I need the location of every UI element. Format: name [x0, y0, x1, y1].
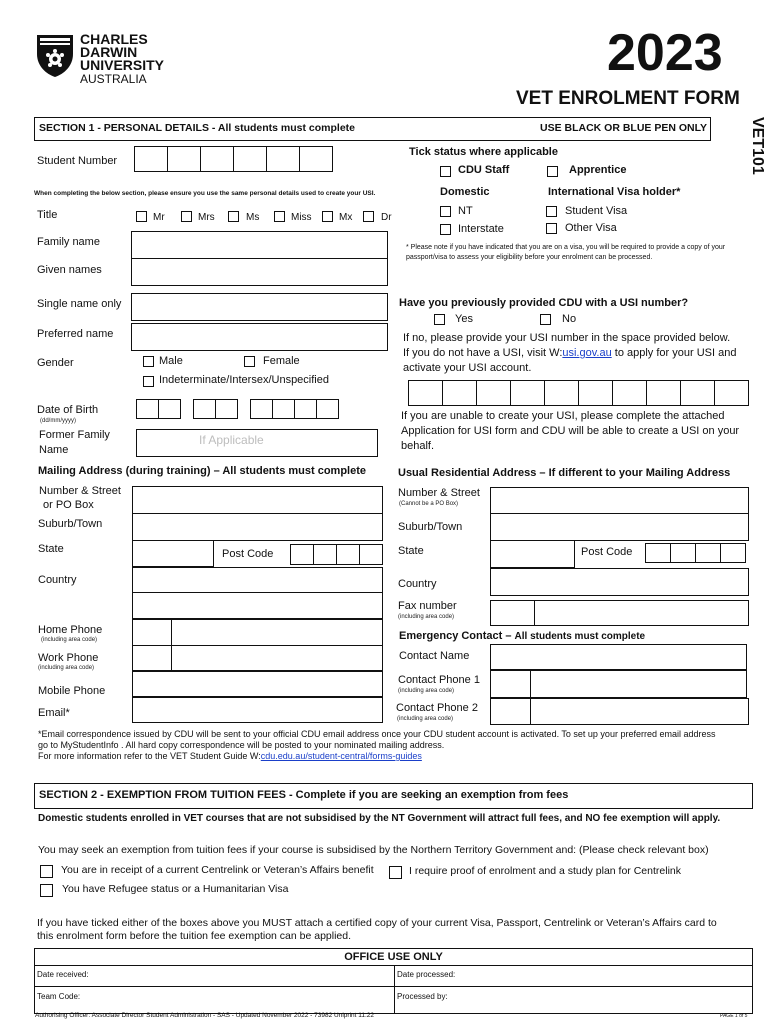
contact-phone1-hint: (including area code) [398, 688, 455, 694]
single-name-label: Single name only [37, 298, 122, 310]
form-year: 2023 [607, 24, 723, 82]
interstate-label: Interstate [458, 223, 504, 235]
logo-line-4: AUSTRALIA [80, 72, 147, 86]
title-dr-label: Dr [381, 212, 392, 223]
title-mr-checkbox[interactable] [136, 211, 147, 222]
intl-heading: International Visa holder* [548, 186, 681, 198]
fax-hint: (including area code) [398, 614, 455, 620]
title-mx-checkbox[interactable] [322, 211, 333, 222]
residential-postcode-label: Post Code [581, 546, 633, 558]
usi-instruction [403, 331, 738, 376]
logo-line-3: UNIVERSITY [80, 57, 165, 73]
emergency-heading-a: Emergency Contact – [399, 630, 515, 642]
mailing-street-input[interactable] [132, 486, 383, 514]
email-note-line1: *Email correspondence issued by CDU will be sent to your official CDU email address once your CDU student account is activated. To set up your preferred email address [38, 729, 716, 739]
usi-unable-note: If you are unable to create your USI, please complete the attached Application for USI form and CDU will be able to create a USI on your behalf. [401, 410, 740, 452]
footer-authorising: Authorising Officer: Associate Director Student Administration - SAS - Updated November 2022 - 73982 Uniprint 11.22 [35, 1012, 375, 1019]
footer-page: PAGE 1 of 5 [720, 1013, 748, 1019]
home-phone-input[interactable] [171, 619, 383, 646]
cdu-staff-label: CDU Staff [458, 164, 510, 176]
work-phone-label: Work Phone [38, 652, 99, 664]
visa-note: * Please note if you have indicated that you are on a visa, you will be required to provide a copy of your passport/visa to assess your eligibility before your enrolment can be processed. [406, 244, 726, 261]
mailing-heading: Mailing Address (during training) – All students must complete [38, 465, 366, 477]
usi-yes-checkbox[interactable] [434, 314, 445, 325]
student-number-field[interactable] [134, 146, 332, 172]
residential-street-input[interactable] [490, 487, 749, 514]
refugee-label: You have Refugee status or a Humanitarian Visa [62, 883, 289, 895]
usi-number-field[interactable] [408, 380, 748, 406]
work-phone-area-input[interactable] [132, 645, 172, 671]
office-divider-v [394, 965, 395, 1014]
dob-month-field[interactable] [193, 399, 237, 419]
residential-postcode-field[interactable] [645, 543, 745, 563]
contact-phone2-input[interactable] [530, 698, 749, 725]
dob-day-field[interactable] [136, 399, 180, 419]
apprentice-label: Apprentice [569, 164, 627, 176]
former-name-input[interactable] [136, 429, 378, 457]
title-miss-checkbox[interactable] [274, 211, 285, 222]
mailing-suburb-label: Suburb/Town [38, 518, 103, 530]
home-phone-area-input[interactable] [132, 619, 172, 646]
usi-instruction-b: to apply for your USI and activate your USI account. [403, 347, 737, 374]
fax-area-input[interactable] [490, 600, 535, 626]
section1-title: SECTION 1 - PERSONAL DETAILS - All students must complete [39, 122, 356, 134]
contact-name-label: Contact Name [399, 650, 470, 662]
mailing-state-input[interactable] [132, 540, 214, 567]
contact-phone1-area-input[interactable] [490, 670, 531, 698]
email-note-line2: go to MyStudentInfo . All hard copy correspondence will be posted to your nominated mailing address. [38, 740, 445, 750]
home-phone-label: Home Phone [38, 624, 103, 636]
title-mrs-checkbox[interactable] [181, 211, 192, 222]
residential-state-input[interactable] [490, 540, 575, 568]
nt-checkbox[interactable] [440, 206, 451, 217]
gender-female-label: Female [263, 355, 300, 367]
email-input[interactable] [132, 697, 383, 723]
title-mx-label: Mx [339, 212, 353, 223]
email-note-line3 [38, 751, 422, 762]
residential-state-label: State [398, 545, 424, 557]
centrelink-checkbox[interactable] [40, 865, 53, 878]
student-visa-label: Student Visa [565, 205, 628, 217]
usi-question: Have you previously provided CDU with a USI number? [399, 297, 689, 309]
student-guide-link[interactable]: cdu.edu.au/student-central/forms-guides [260, 751, 422, 761]
title-ms-label: Ms [246, 212, 260, 223]
mobile-phone-label: Mobile Phone [38, 685, 106, 697]
gender-indeterminate-checkbox[interactable] [143, 376, 154, 387]
family-name-label: Family name [37, 236, 100, 248]
nt-label: NT [458, 205, 473, 217]
mailing-country-input-2[interactable] [132, 592, 383, 619]
may-seek-text: You may seek an exemption from tuition fees if your course is subsidised by the Northern Territory Government and: (Please check relevant box) [38, 844, 709, 856]
pen-note: USE BLACK OR BLUE PEN ONLY [540, 122, 708, 134]
gender-label: Gender [37, 357, 74, 369]
fax-input[interactable] [534, 600, 749, 626]
contact-phone1-input[interactable] [530, 670, 747, 698]
given-names-label: Given names [37, 264, 102, 276]
other-visa-label: Other Visa [565, 222, 617, 234]
domestic-fees-note: Domestic students enrolled in VET courses that are not subsidised by the NT Government will attract full fees, and NO fee exemption will apply. [38, 813, 721, 824]
family-name-input[interactable] [131, 231, 388, 259]
team-code-label: Team Code: [37, 992, 81, 1001]
domestic-heading: Domestic [440, 186, 490, 198]
proof-of-enrolment-label: I require proof of enrolment and a study plan for Centrelink [409, 865, 681, 877]
mobile-phone-input[interactable] [132, 671, 383, 697]
date-received-label: Date received: [37, 970, 89, 979]
mailing-street-label-1: Number & Street [39, 485, 121, 497]
title-label: Title [37, 209, 58, 221]
residential-country-input[interactable] [490, 568, 749, 596]
university-crest-icon [36, 34, 74, 78]
home-phone-hint: (including area code) [41, 637, 98, 643]
form-code: VET101 [749, 117, 766, 175]
mailing-postcode-field[interactable] [290, 544, 382, 565]
fax-label: Fax number [398, 600, 457, 612]
work-phone-hint: (including area code) [38, 665, 95, 671]
student-number-label: Student Number [37, 155, 118, 167]
same-details-note: When completing the below section, please ensure you use the same personal details used to create your USI. [34, 190, 376, 197]
gender-male-checkbox[interactable] [143, 356, 154, 367]
mailing-country-input-1[interactable] [132, 567, 383, 593]
residential-heading: Usual Residential Address – If different to your Mailing Address [398, 467, 731, 479]
title-mrs-label: Mrs [198, 212, 215, 223]
contact-phone1-label: Contact Phone 1 [398, 674, 480, 686]
emergency-heading [399, 630, 645, 643]
usi-instruction-a: If no, please provide your USI number in the space provided below. If you do not have a USI, visit W: [403, 332, 731, 359]
refugee-checkbox[interactable] [40, 884, 53, 897]
dob-label: Date of Birth [37, 404, 99, 416]
student-visa-checkbox[interactable] [546, 206, 557, 217]
residential-country-label: Country [398, 578, 437, 590]
usi-no-checkbox[interactable] [540, 314, 551, 325]
processed-by-label: Processed by: [397, 992, 448, 1001]
gender-female-checkbox[interactable] [244, 356, 255, 367]
title-ms-checkbox[interactable] [228, 211, 239, 222]
attach-note-line2: this enrolment form before the tuition fee exemption can be applied. [37, 930, 352, 942]
office-use-title: OFFICE USE ONLY [344, 951, 443, 963]
mailing-state-label: State [38, 543, 64, 555]
email-note-line3-text: For more information refer to the VET Student Guide W: [38, 751, 261, 761]
residential-street-label: Number & Street [398, 487, 480, 499]
single-name-input[interactable] [131, 293, 388, 321]
residential-suburb-label: Suburb/Town [398, 521, 463, 533]
gender-indeterminate-label: Indeterminate/Intersex/Unspecified [159, 374, 329, 386]
title-mr-label: Mr [153, 212, 165, 223]
usi-yes-label: Yes [455, 313, 473, 325]
given-names-input[interactable] [131, 258, 388, 286]
proof-of-enrolment-checkbox[interactable] [389, 866, 402, 879]
apprentice-checkbox[interactable] [547, 166, 558, 177]
residential-suburb-input[interactable] [490, 513, 749, 541]
status-heading: Tick status where applicable [409, 146, 558, 158]
centrelink-label: You are in receipt of a current Centrelink or Veteran’s Affairs benefit [61, 864, 374, 876]
mailing-street-label-2: or PO Box [43, 499, 94, 511]
contact-phone2-label: Contact Phone 2 [396, 702, 478, 714]
title-miss-label: Miss [291, 212, 312, 223]
usi-no-label: No [562, 313, 577, 325]
former-name-label-2: Name [39, 444, 69, 456]
section2-title: SECTION 2 - EXEMPTION FROM TUITION FEES - Complete if you are seeking an exemption from fees [39, 789, 569, 801]
other-visa-checkbox[interactable] [546, 223, 557, 234]
former-name-placeholder: If Applicable [199, 433, 264, 447]
attach-note-line1: If you have ticked either of the boxes above you MUST attach a certified copy of your current Visa, Passport, Centrelink or Veteran’s Affairs card to [37, 917, 717, 929]
form-title: VET ENROLMENT FORM [516, 88, 740, 109]
logo-line-2: DARWIN [80, 44, 138, 60]
work-phone-input[interactable] [171, 645, 383, 671]
logo-line-1: CHARLES [80, 31, 148, 47]
mailing-postcode-label: Post Code [222, 548, 274, 560]
mailing-suburb-input[interactable] [132, 513, 383, 541]
former-name-label-1: Former Family [39, 429, 110, 441]
interstate-checkbox[interactable] [440, 224, 451, 235]
mailing-country-label: Country [38, 574, 77, 586]
contact-phone2-area-input[interactable] [490, 698, 531, 725]
contact-name-input[interactable] [490, 644, 747, 670]
email-label: Email* [38, 707, 70, 719]
residential-no-po-box: (Cannot be a PO Box) [399, 501, 459, 507]
preferred-name-label: Preferred name [37, 328, 114, 340]
contact-phone2-hint: (including area code) [397, 716, 454, 722]
dob-year-field[interactable] [250, 399, 338, 419]
gender-male-label: Male [159, 355, 183, 367]
dob-format-hint: (dd/mm/yyyy) [40, 418, 76, 424]
cdu-staff-checkbox[interactable] [440, 166, 451, 177]
usi-link[interactable]: usi.gov.au [562, 347, 612, 359]
emergency-heading-b: All students must complete [514, 631, 646, 642]
date-processed-label: Date processed: [397, 970, 456, 979]
preferred-name-input[interactable] [131, 323, 388, 351]
title-dr-checkbox[interactable] [363, 211, 374, 222]
